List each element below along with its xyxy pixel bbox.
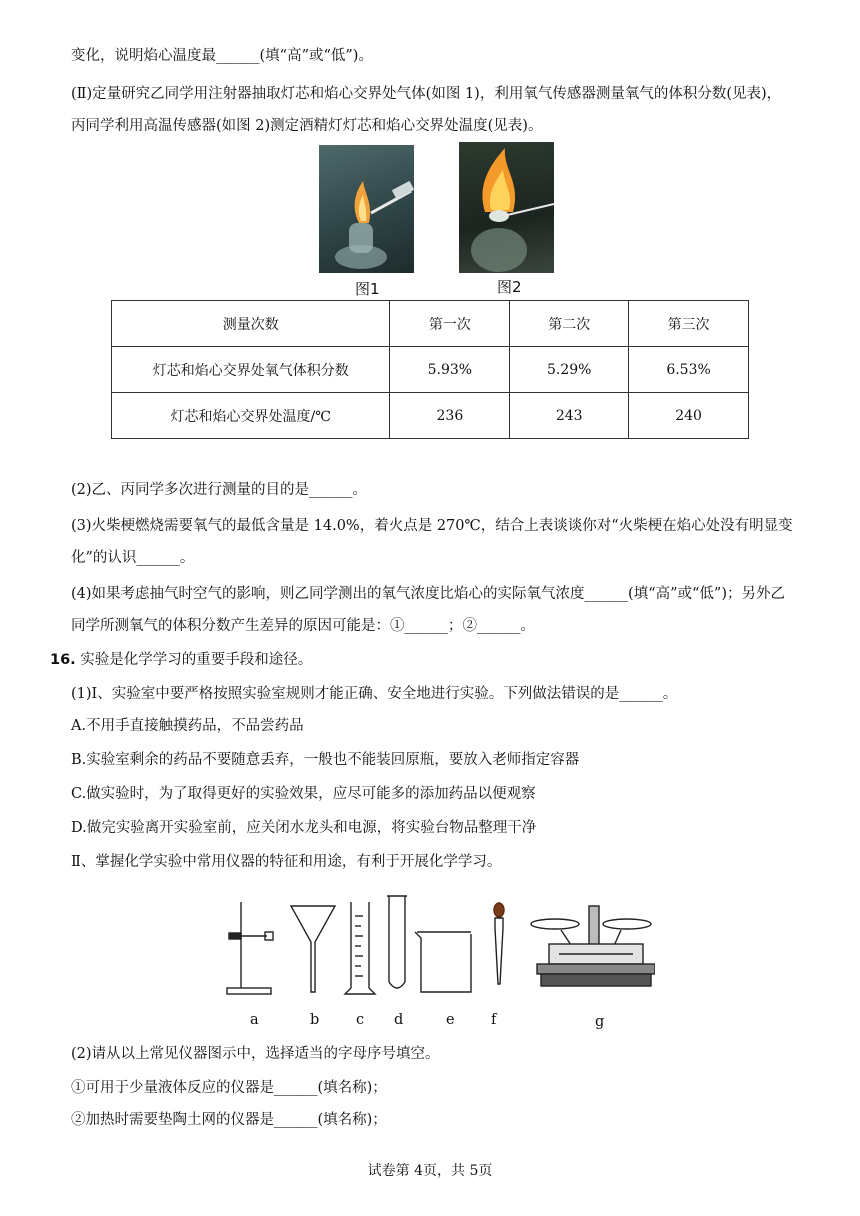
apparatus-label-g: g bbox=[595, 1014, 605, 1030]
apparatus-label-c: c bbox=[356, 1012, 365, 1028]
apparatus-label-f: f bbox=[491, 1012, 497, 1028]
table-cell: 5.29% bbox=[510, 347, 629, 393]
question-16 bbox=[50, 650, 312, 670]
figure-1-caption: 图1 bbox=[355, 280, 380, 298]
table-row bbox=[112, 347, 749, 393]
question-4-line-2: 同学所测氧气的体积分数产生差异的原因可能是：①______；②______。 bbox=[71, 618, 535, 634]
dropper-icon bbox=[494, 903, 504, 984]
table-cell: 5.93% bbox=[390, 347, 510, 393]
table-cell: 240 bbox=[629, 393, 749, 439]
option-a: A.不用手直接触摸药品，不品尝药品 bbox=[71, 718, 304, 734]
apparatus-label-e: e bbox=[446, 1012, 455, 1028]
figure-2-photo bbox=[459, 142, 554, 273]
balance-icon bbox=[531, 906, 655, 986]
option-b: B.实验室剩余的药品不要随意丢弃，一般也不能装回原瓶，要放入老师指定容器 bbox=[71, 752, 580, 768]
option-d: D.做完实验离开实验室前，应关闭水龙头和电源，将实验台物品整理干净 bbox=[71, 820, 537, 836]
question-2: (2)乙、丙同学多次进行测量的目的是______。 bbox=[71, 482, 368, 498]
table-header-cell: 第一次 bbox=[390, 301, 510, 347]
test-tube-icon bbox=[387, 896, 407, 988]
question-16-part-2-item-2: ②加热时需要垫陶土网的仪器是______(填名称)； bbox=[71, 1112, 387, 1128]
table-cell: 灯芯和焰心交界处温度/℃ bbox=[112, 393, 390, 439]
funnel-icon bbox=[291, 906, 335, 992]
table-header-cell: 测量次数 bbox=[112, 301, 390, 347]
table-cell: 灯芯和焰心交界处氧气体积分数 bbox=[112, 347, 390, 393]
measurement-table bbox=[111, 300, 749, 439]
question-4-line-1: (4)如果考虑抽气时空气的影响，则乙同学测出的氧气浓度比焰心的实际氧气浓度______(填“高”或“低”)；另外乙 bbox=[71, 586, 786, 602]
beaker-icon bbox=[415, 932, 471, 992]
question-number: 16. bbox=[50, 652, 76, 668]
question-3-line-2: 化”的认识______。 bbox=[71, 550, 195, 566]
apparatus-label-b: b bbox=[310, 1012, 320, 1028]
apparatus-label-a: a bbox=[250, 1012, 259, 1028]
table-cell: 236 bbox=[390, 393, 510, 439]
lab-apparatus-figure bbox=[215, 888, 655, 1000]
table-header-cell: 第三次 bbox=[629, 301, 749, 347]
part-2-intro: Ⅱ、掌握化学实验中常用仪器的特征和用途，有利于开展化学学习。 bbox=[71, 854, 502, 870]
figure-1-photo bbox=[319, 145, 414, 273]
figure-2-caption: 图2 bbox=[497, 278, 522, 296]
graduated-cylinder-icon bbox=[345, 902, 375, 994]
text-line: 丙同学利用高温传感器(如图 2)测定酒精灯灯芯和焰心交界处温度(见表)。 bbox=[71, 118, 543, 134]
table-header-cell: 第二次 bbox=[510, 301, 629, 347]
text-line: 变化，说明焰心温度最______(填“高”或“低”)。 bbox=[71, 48, 373, 64]
text-line: (Ⅱ)定量研究乙同学用注射器抽取灯芯和焰心交界处气体(如图 1)，利用氧气传感器测量氧气的体积分数(见表)， bbox=[71, 86, 782, 102]
question-stem: 实验是化学学习的重要手段和途径。 bbox=[80, 652, 313, 668]
option-c: C.做实验时，为了取得更好的实验效果，应尽可能多的添加药品以便观察 bbox=[71, 786, 536, 802]
table-row bbox=[112, 393, 749, 439]
apparatus-label-d: d bbox=[394, 1012, 404, 1028]
question-16-part-2: (2)请从以上常见仪器图示中，选择适当的字母序号填空。 bbox=[71, 1046, 440, 1062]
question-3-line-1: (3)火柴梗燃烧需要氧气的最低含量是 14.0%，着火点是 270℃，结合上表谈谈你对“火柴梗在焰心处没有明显变 bbox=[71, 518, 793, 534]
table-header-row bbox=[112, 301, 749, 347]
table-cell: 6.53% bbox=[629, 347, 749, 393]
page-footer: 试卷第 4页，共 5页 bbox=[367, 1163, 493, 1179]
question-16-part-2-item-1: ①可用于少量液体反应的仪器是______(填名称)； bbox=[71, 1080, 387, 1096]
table-cell: 243 bbox=[510, 393, 629, 439]
iron-stand-icon bbox=[227, 902, 273, 994]
question-16-part-1: (1)I、实验室中要严格按照实验室规则才能正确、安全地进行实验。下列做法错误的是______。 bbox=[71, 686, 678, 702]
